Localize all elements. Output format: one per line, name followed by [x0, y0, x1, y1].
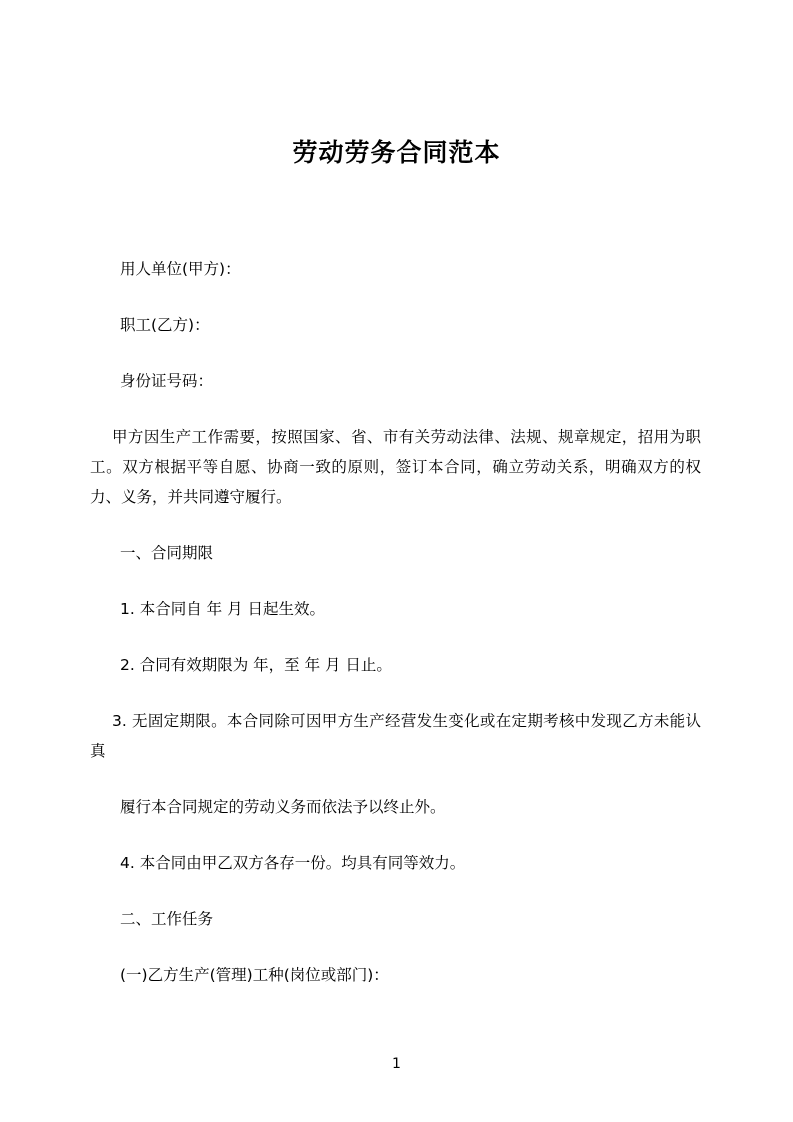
clause-2-1: (一)乙方生产(管理)工种(岗位或部门)： — [120, 966, 389, 984]
paragraph-employer: 用人单位(甲方)： — [120, 260, 241, 278]
clause-1-4: 4. 本合同由甲乙双方各存一份。均具有同等效力。 — [120, 854, 466, 872]
clause-1-3-continued: 履行本合同规定的劳动义务而依法予以终止外。 — [120, 798, 446, 816]
clause-1-3: 3. 无固定期限。本合同除可因甲方生产经营发生变化或在定期考核中发现乙方未能认真 — [90, 712, 701, 760]
paragraph-preamble: 甲方因生产工作需要，按照国家、省、市有关劳动法律、法规、规章规定，招用为职工。双方根据平等自愿、协商一致的原则，签订本合同，确立劳动关系，明确双方的权力、义务，并共同遵守履行。 — [90, 428, 701, 506]
document-content — [0, 254, 793, 990]
page-number: 1 — [392, 1056, 401, 1072]
clause-1-1: 1. 本合同自 年 月 日起生效。 — [120, 600, 325, 618]
heading-section-1: 一、合同期限 — [120, 544, 214, 562]
page-title: 劳动劳务合同范本 — [292, 138, 501, 167]
clause-1-2: 2. 合同有效期限为 年，至 年 月 日止。 — [120, 656, 392, 674]
paragraph-id-number: 身份证号码： — [120, 372, 214, 390]
heading-section-2: 二、工作任务 — [120, 910, 214, 928]
paragraph-employee: 职工(乙方)： — [120, 316, 210, 334]
